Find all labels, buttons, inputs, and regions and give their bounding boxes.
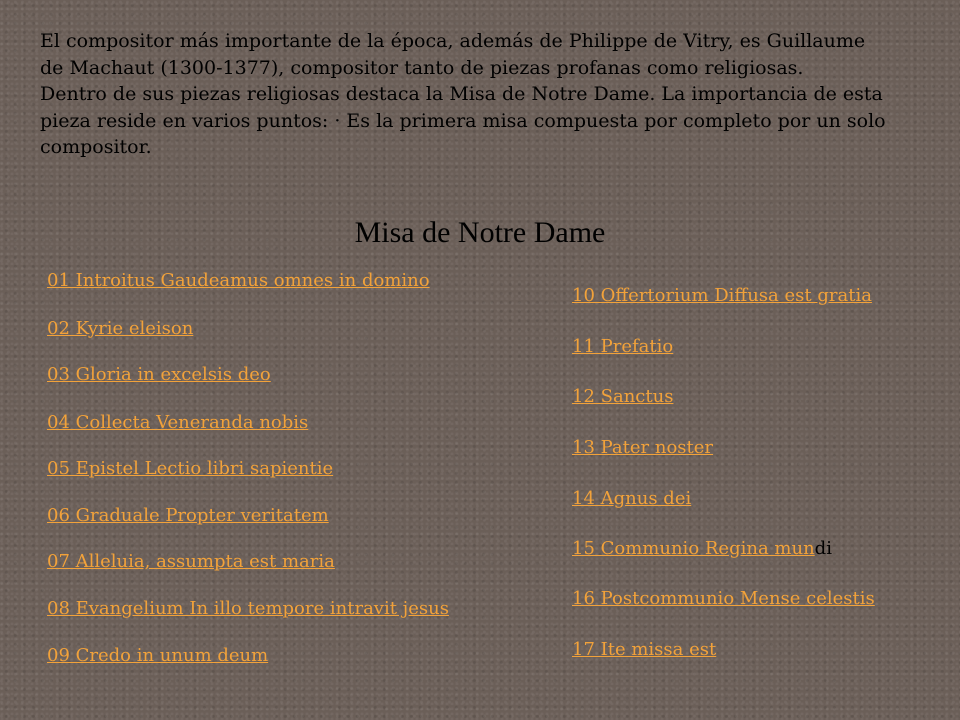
track-item-06: [47, 505, 329, 526]
track-item-14: [572, 488, 691, 509]
track-item-05: [47, 458, 333, 479]
track-item-13: [572, 437, 713, 458]
intro-paragraph-2: Dentro de sus piezas religiosas destaca la Misa de Notre Dame. La importancia de esta pieza reside en varios puntos: · Es la primera misa compuesta por completo por un solo compositor.: [40, 83, 886, 158]
track-link-11[interactable]: 11 Prefatio: [572, 336, 674, 357]
track-link-16[interactable]: 16 Postcommunio Mense celestis: [572, 588, 875, 609]
track-link-15[interactable]: 15 Communio Regina mun: [572, 538, 815, 559]
track-item-10: [572, 285, 872, 306]
track-15-suffix: di: [814, 538, 832, 559]
track-item-03: [47, 364, 271, 385]
track-link-14[interactable]: 14 Agnus dei: [572, 488, 692, 509]
track-link-05[interactable]: 05 Epistel Lectio libri sapientie: [47, 458, 334, 479]
track-item-09: [47, 645, 268, 666]
track-item-15: [572, 538, 832, 559]
slide-title: Misa de Notre Dame: [354, 216, 606, 249]
track-item-16: [572, 588, 875, 609]
track-item-01: [47, 270, 430, 291]
track-link-04[interactable]: 04 Collecta Veneranda nobis: [47, 412, 309, 433]
intro-paragraph-1: El compositor más importante de la época, además de Philippe de Vitry, es Guillaume de Machaut (1300-1377), compositor tanto de piezas profanas como religiosas.: [40, 30, 866, 79]
track-link-13[interactable]: 13 Pater noster: [572, 437, 714, 458]
intro-text: [40, 28, 890, 161]
track-link-17[interactable]: 17 Ite missa est: [572, 639, 717, 660]
track-link-07[interactable]: 07 Alleluia, assumpta est maria: [47, 551, 335, 572]
track-item-11: [572, 336, 673, 357]
track-item-17: [572, 639, 716, 660]
track-link-02[interactable]: 02 Kyrie eleison: [47, 318, 194, 339]
track-item-07: [47, 551, 335, 572]
track-item-02: [47, 318, 193, 339]
track-link-09[interactable]: 09 Credo in unum deum: [47, 645, 269, 666]
track-link-12[interactable]: 12 Sanctus: [572, 386, 674, 407]
track-item-08: [47, 598, 449, 619]
track-item-04: [47, 412, 308, 433]
track-link-10[interactable]: 10 Offertorium Diffusa est gratia: [572, 285, 872, 306]
track-item-12: [572, 386, 673, 407]
track-link-01[interactable]: 01 Introitus Gaudeamus omnes in domino: [47, 270, 430, 291]
track-link-06[interactable]: 06 Graduale Propter veritatem: [47, 505, 329, 526]
track-link-03[interactable]: 03 Gloria in excelsis deo: [47, 364, 271, 385]
track-link-08[interactable]: 08 Evangelium In illo tempore intravit jesus: [47, 598, 449, 619]
